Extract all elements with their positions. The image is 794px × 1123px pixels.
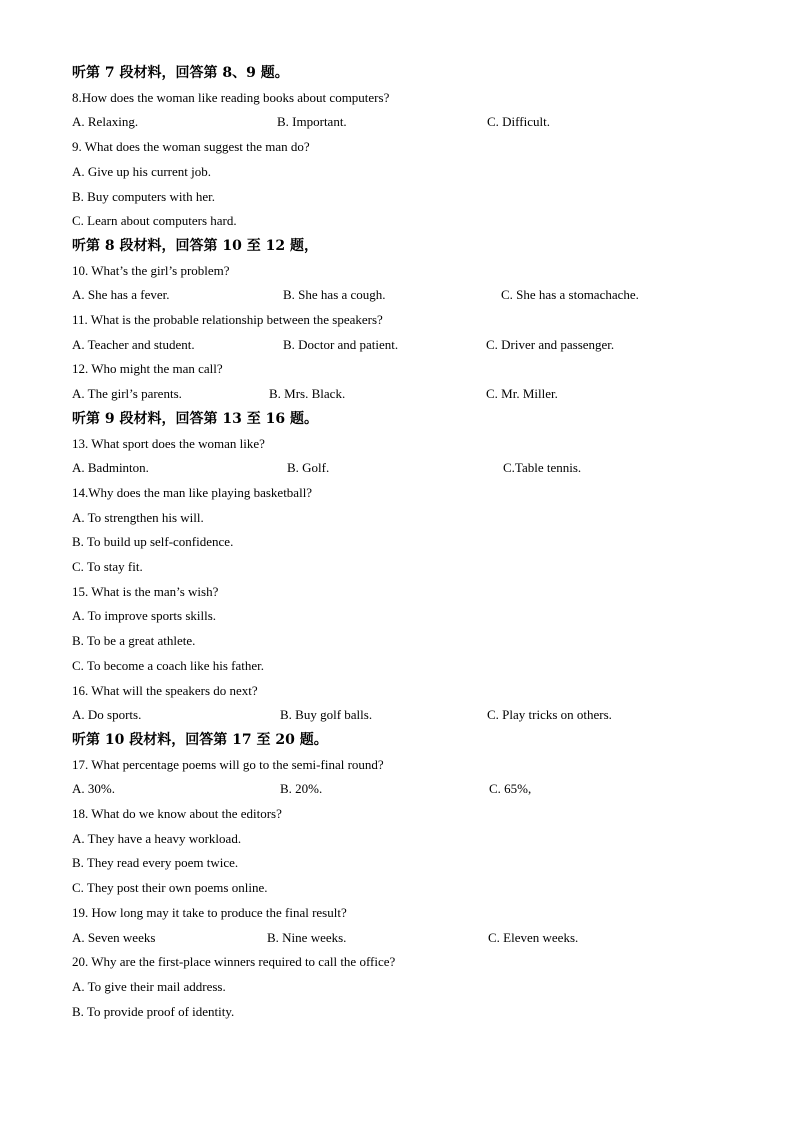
section-heading-8: 听第 8 段材料，回答第 10 至 12 题， xyxy=(72,238,318,254)
question-16: 16. What will the speakers do next? xyxy=(72,683,258,698)
option-19b: B. Nine weeks. xyxy=(267,930,347,945)
option-12b: B. Mrs. Black. xyxy=(269,386,346,401)
option-9a: A. Give up his current job. xyxy=(72,164,212,179)
option-11c: C. Driver and passenger. xyxy=(486,337,615,352)
option-15b: B. To be a great athlete. xyxy=(72,633,196,648)
option-16c: C. Play tricks on others. xyxy=(487,707,612,722)
option-15a: A. To improve sports skills. xyxy=(72,608,217,623)
option-11b: B. Doctor and patient. xyxy=(283,337,399,352)
option-10b: B. She has a cough. xyxy=(283,287,386,302)
option-15c: C. To become a coach like his father. xyxy=(72,658,264,673)
question-17-options xyxy=(72,779,752,799)
option-12c: C. Mr. Miller. xyxy=(486,386,558,401)
option-17c: C. 65%, xyxy=(489,781,532,796)
question-8: 8.How does the woman like reading books about computers? xyxy=(72,90,390,105)
question-8-options xyxy=(72,112,752,132)
option-14a: A. To strengthen his will. xyxy=(72,510,204,525)
question-18: 18. What do we know about the editors? xyxy=(72,806,282,821)
option-16b: B. Buy golf balls. xyxy=(280,707,373,722)
option-10a: A. She has a fever. xyxy=(72,287,170,302)
question-11: 11. What is the probable relationship between the speakers? xyxy=(72,312,383,327)
question-10-options xyxy=(72,285,752,305)
option-8a: A. Relaxing. xyxy=(72,114,139,129)
question-13-options xyxy=(72,458,752,478)
option-9c: C. Learn about computers hard. xyxy=(72,213,237,228)
option-9b: B. Buy computers with her. xyxy=(72,189,215,204)
option-18c: C. They post their own poems online. xyxy=(72,880,268,895)
option-19a: A. Seven weeks xyxy=(72,930,156,945)
question-15: 15. What is the man’s wish? xyxy=(72,584,219,599)
question-19-options xyxy=(72,928,752,948)
question-17: 17. What percentage poems will go to the semi-final round? xyxy=(72,757,384,772)
question-10: 10. What’s the girl’s problem? xyxy=(72,263,230,278)
section-heading-7: 听第 7 段材料，回答第 8、9 题。 xyxy=(72,65,289,81)
question-9: 9. What does the woman suggest the man do? xyxy=(72,139,310,154)
option-10c: C. She has a stomachache. xyxy=(501,287,639,302)
question-14: 14.Why does the man like playing basketball? xyxy=(72,485,313,500)
option-13b: B. Golf. xyxy=(287,460,330,475)
question-19: 19. How long may it take to produce the final result? xyxy=(72,905,347,920)
option-17b: B. 20%. xyxy=(280,781,323,796)
option-8c: C. Difficult. xyxy=(487,114,550,129)
question-16-options xyxy=(72,705,752,725)
question-12: 12. Who might the man call? xyxy=(72,361,223,376)
section-heading-10: 听第 10 段材料，回答第 17 至 20 题。 xyxy=(72,732,328,748)
option-13a: A. Badminton. xyxy=(72,460,149,475)
question-12-options xyxy=(72,384,752,404)
option-13c: C.Table tennis. xyxy=(503,460,582,475)
option-12a: A. The girl’s parents. xyxy=(72,386,182,401)
question-13: 13. What sport does the woman like? xyxy=(72,436,265,451)
option-19c: C. Eleven weeks. xyxy=(488,930,579,945)
option-8b: B. Important. xyxy=(277,114,347,129)
option-20a: A. To give their mail address. xyxy=(72,979,226,994)
option-14b: B. To build up self-confidence. xyxy=(72,534,234,549)
option-20b: B. To provide proof of identity. xyxy=(72,1004,235,1019)
section-heading-9: 听第 9 段材料，回答第 13 至 16 题。 xyxy=(72,411,318,427)
question-11-options xyxy=(72,335,752,355)
option-18a: A. They have a heavy workload. xyxy=(72,831,242,846)
option-18b: B. They read every poem twice. xyxy=(72,855,239,870)
question-20: 20. Why are the first-place winners required to call the office? xyxy=(72,954,396,969)
option-16a: A. Do sports. xyxy=(72,707,142,722)
option-14c: C. To stay fit. xyxy=(72,559,143,574)
option-11a: A. Teacher and student. xyxy=(72,337,195,352)
option-17a: A. 30%. xyxy=(72,781,115,796)
